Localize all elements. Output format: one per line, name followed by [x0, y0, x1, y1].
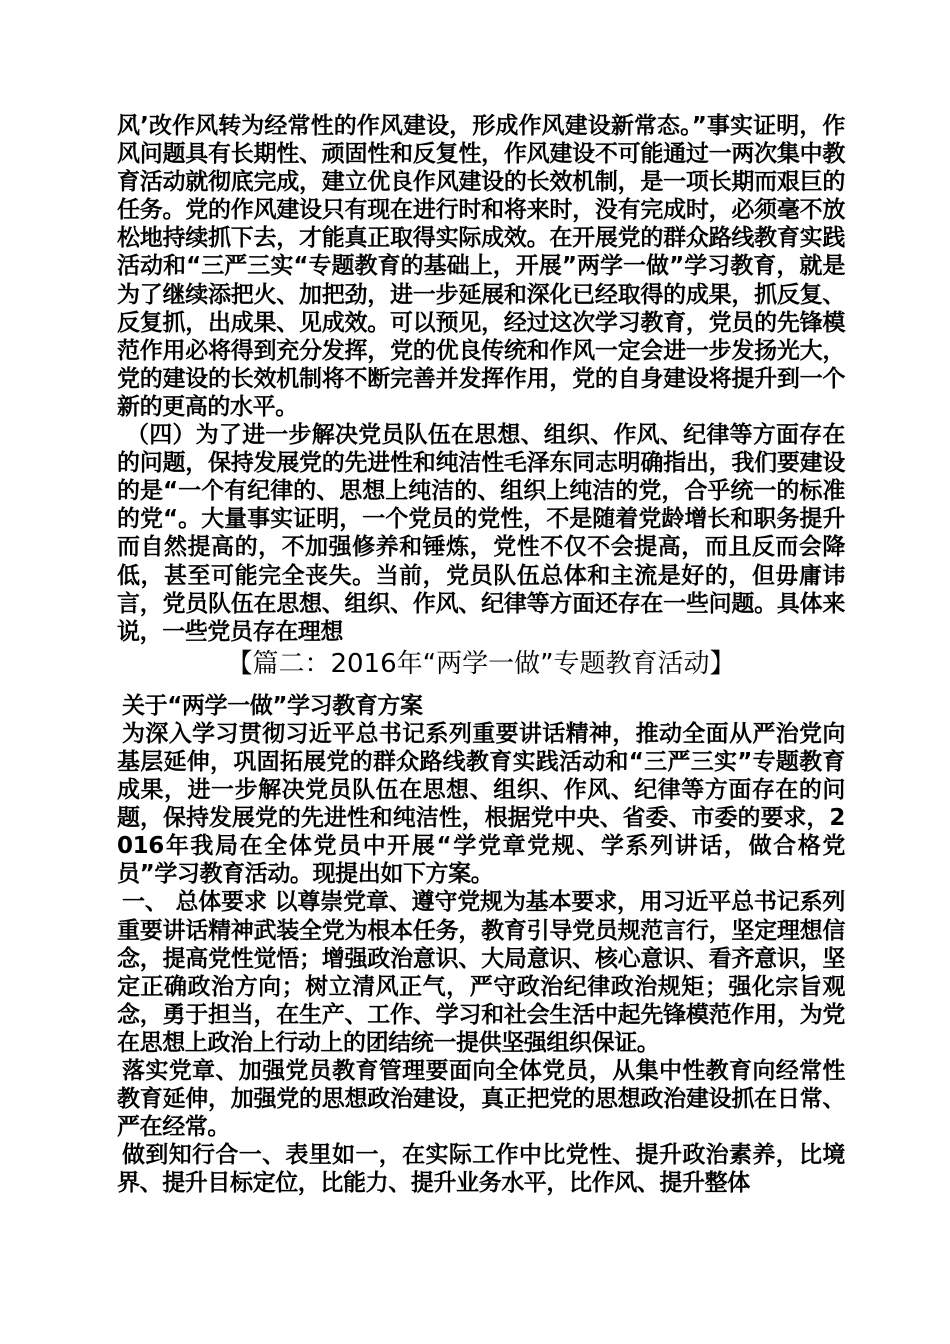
section-heading: 【篇二：2016年“两学一做”专题教育活动】 [226, 648, 736, 679]
plan-title: 关于“两学一做”学习教育方案 [122, 692, 423, 719]
body-paragraph-4: 一、 总体要求 以尊崇党章、遵守党规为基本要求，用习近平总书记系列重要讲话精神武装全党为根本任务，教育引导党员规范言行，坚定理想信念，提高党性觉悟；增强政治意识、大局意识、核心意识、看齐意识，坚定正确政治方向；树立清风正气，严守政治纪律政治规矩；强化宗旨观念，勇于担当，在生产、工作、学习和社会生活中起先锋模范作用，为党在思想上政治上行动上的团结统一提供坚强组织保证。 [117, 889, 845, 1056]
body-paragraph-5: 落实党章、加强党员教育管理要面向全体党员，从集中性教育向经常性教育延伸，加强党的思想政治建设，真正把党的思想政治建设抓在日常、严在经常。 [117, 1058, 845, 1141]
body-paragraph-1: 风’改作风转为经常性的作风建设，形成作风建设新常态。”事实证明，作风问题具有长期性、顽固性和反复性，作风建设不可能通过一两次集中教育活动就彻底完成，建立优良作风建设的长效机制，是一项长期而艰巨的任务。党的作风建设只有现在进行时和将来时，没有完成时，必须毫不放松地持续抓下去，才能真正取得实际成效。在开展党的群众路线教育实践活动和“三严三实“专题教育的基础上，开展”两学一做”学习教育，就是为了继续添把火、加把劲，进一步延展和深化已经取得的成果，抓反复、反复抓，出成果、见成效。可以预见，经过这次学习教育，党员的先锋模范作用必将得到充分发挥，党的优良传统和作风一定会进一步发扬光大，党的建设的长效机制将不断完善并发挥作用，党的自身建设将提升到一个新的更高的水平。 [117, 113, 845, 420]
document-page [117, 112, 845, 1197]
body-paragraph-3: 为深入学习贯彻习近平总书记系列重要讲话精神，推动全面从严治党向基层延伸，巩固拓展党的群众路线教育实践活动和“三严三实”专题教育成果，进一步解决党员队伍在思想、组织、作风、纪律等方面存在的问题，保持发展党的先进性和纯洁性，根据党中央、省委、市委的要求，2016年我局在全体党员中开展“学党章党规、学系列讲话，做合格党员”学习教育活动。现提出如下方案。 [117, 720, 845, 888]
body-paragraph-2: （四）为了进一步解决党员队伍在思想、组织、作风、纪律等方面存在的问题，保持发展党的先进性和纯洁性毛泽东同志明确指出，我们要建设的是“一个有纪律的、思想上纯洁的、组织上纯洁的党，合乎统一的标准的党“。大量事实证明，一个党员的党性，不是随着党龄增长和职务提升而自然提高的，不加强修养和锤炼，党性不仅不会提高，而且反而会降低，甚至可能完全丧失。当前，党员队伍总体和主流是好的，但毋庸讳言，党员队伍在思想、组织、作风、纪律等方面还存在一些问题。具体来说，一些党员存在理想 [117, 422, 845, 645]
body-paragraph-6: 做到知行合一、表里如一，在实际工作中比党性、提升政治素养，比境界、提升目标定位，比能力、提升业务水平，比作风、提升整体 [117, 1142, 845, 1197]
